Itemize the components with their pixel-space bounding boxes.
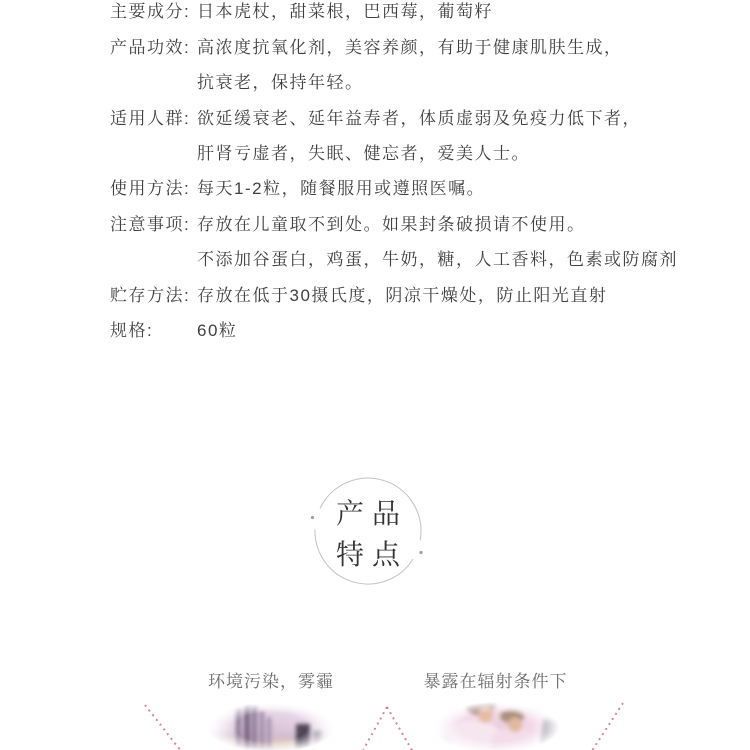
- skyscraper: [260, 711, 264, 750]
- skyscraper: [236, 707, 241, 750]
- skyscraper: [244, 702, 250, 750]
- person-body: [492, 729, 534, 750]
- info-row-target-users: [110, 98, 730, 133]
- info-row-label: 贮存方法:: [110, 285, 191, 305]
- radiation-computer-work-photo: [412, 693, 579, 750]
- dotted-line-right: [592, 702, 624, 750]
- person-body: [450, 721, 498, 750]
- info-row-value: 肝肾亏虚者，失眠、健忘者，爱美人士。: [197, 143, 530, 163]
- info-row-label: 规格:: [110, 321, 154, 341]
- skyscraper: [314, 731, 322, 750]
- info-row-value: 欲延缓衰老、延年益寿者，体质虚弱及免疫力低下者，: [197, 108, 641, 128]
- info-row-precautions-cont: [110, 240, 730, 275]
- city-lights: [212, 740, 330, 750]
- info-row-main-ingredients: [110, 0, 730, 27]
- info-row-storage: [110, 276, 730, 311]
- dotted-line-middle-right: [386, 707, 413, 750]
- info-row-label: 使用方法:: [110, 179, 191, 199]
- cause-caption-radiation: 暴露在辐射条件下: [423, 672, 568, 691]
- person-face: [508, 717, 522, 732]
- info-row-value: 不添加谷蛋白，鸡蛋，牛奶，糖，人工香料，色素或防腐剂: [197, 250, 678, 270]
- info-row-value: 存放在儿童取不到处。如果封条破损请不使用。: [197, 214, 586, 234]
- info-row-value: 60粒: [197, 321, 238, 341]
- product-info-list: [110, 0, 730, 346]
- info-row-value: 日本虎杖，甜菜根，巴西莓，葡萄籽: [197, 2, 493, 22]
- section-badge-title: [308, 493, 428, 575]
- info-row-value: 抗衰老，保持年轻。: [197, 73, 364, 93]
- badge-title-line1: 产品: [335, 498, 408, 529]
- info-row-label: 注意事项:: [110, 214, 191, 234]
- info-row-precautions: [110, 205, 730, 240]
- info-row-product-effects-cont: [110, 63, 730, 98]
- dark-tower: [296, 724, 310, 750]
- info-row-value: 存放在低于30摄氏度，阴凉干燥处，防止阳光直射: [197, 285, 608, 305]
- computer-monitor: [556, 715, 573, 748]
- info-row-label: 产品功效:: [110, 37, 191, 57]
- info-row-usage: [110, 169, 730, 204]
- dotted-line-left: [144, 704, 181, 750]
- skyscraper: [267, 717, 271, 750]
- skyscraper: [252, 705, 257, 750]
- info-row-spec: [110, 311, 730, 346]
- person-face: [478, 706, 493, 723]
- info-row-label: 适用人群:: [110, 108, 191, 128]
- info-row-label: 主要成分:: [110, 2, 191, 22]
- smog-city-photo: [188, 693, 354, 750]
- info-row-target-users-cont: [110, 134, 730, 169]
- cause-caption-pollution: 环境污染，雾霾: [208, 672, 334, 691]
- info-row-product-effects: [110, 27, 730, 62]
- badge-title-line2: 特点: [335, 539, 408, 570]
- info-row-value: 每天1-2粒，随餐服用或遵照医嘱。: [197, 179, 486, 199]
- info-row-value: 高浓度抗氧化剂，美容养颜，有助于健康肌肤生成，: [197, 37, 623, 57]
- dotted-line-middle-left: [362, 707, 388, 750]
